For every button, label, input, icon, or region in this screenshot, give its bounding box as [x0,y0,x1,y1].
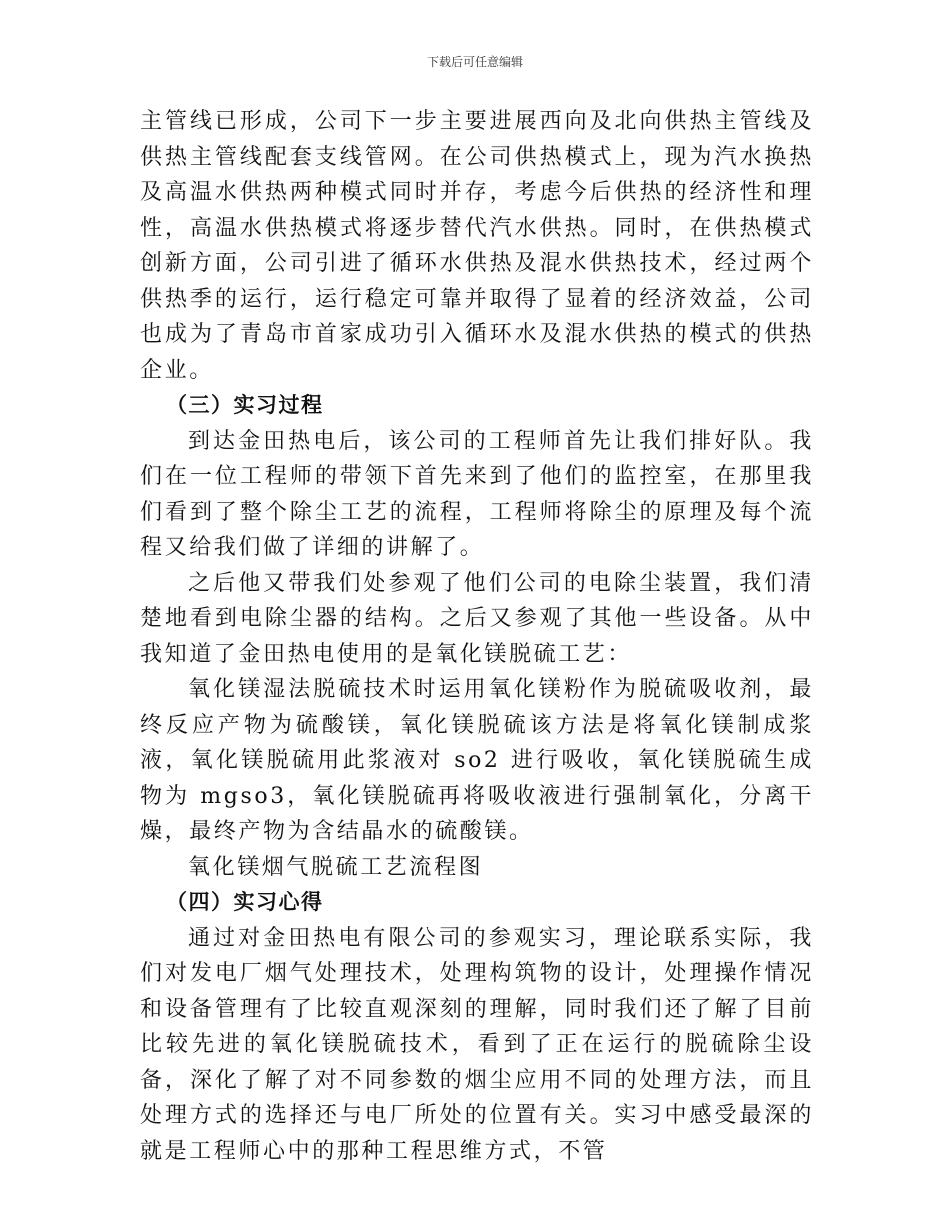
paragraph-reflections: 通过对金田热电有限公司的参观实习，理论联系实际，我们对发电厂烟气处理技术，处理构筑物的设计，处理操作情况和设备管理有了比较直观深刻的理解，同时我们还了解了目前比较先进的氧化镁脱硫技术，看到了正在运行的脱硫除尘设备，深化了解了对不同参数的烟尘应用不同的处理方法，而且处理方式的选择还与电厂所处的位置有关。实习中感受最深的就是工程师心中的那种工程思维方式，不管 [140,925,814,1164]
figure-caption-process-flow: 氧化镁烟气脱硫工艺流程图 [188,854,484,880]
section-heading-internship-process: （三）实习过程 [166,393,324,417]
paragraph-arrival: 到达金田热电后，该公司的工程师首先让我们排好队。我们在一位工程师的带领下首先来到了他们的监控室，在那里我们看到了整个除尘工艺的流程，工程师将除尘的原理及每个流程又给我们做了详细的讲解了。 [140,428,814,560]
document-body [140,104,814,1169]
paragraph-desulfurization-method: 氧化镁湿法脱硫技术时运用氧化镁粉作为脱硫吸收剂，最终反应产物为硫酸镁，氧化镁脱硫该方法是将氧化镁制成浆液，氧化镁脱硫用此浆液对 so2 进行吸收，氧化镁脱硫生成物为 mgso3，氧化镁脱硫再将吸收液进行强制氧化，分离干燥，最终产物为含结晶水的硫酸镁。 [140,677,814,844]
section-heading-internship-reflections: （四）实习心得 [166,890,324,914]
paragraph-heating-network: 主管线已形成，公司下一步主要进展西向及北向供热主管线及供热主管线配套支线管网。在公司供热模式上，现为汽水换热及高温水供热两种模式同时并存，考虑今后供热的经济性和理性，高温水供热模式将逐步替代汽水供热。同时，在供热模式创新方面，公司引进了循环水供热及混水供热技术，经过两个供热季的运行，运行稳定可靠并取得了显着的经济效益，公司也成为了青岛市首家成功引入循环水及混水供热的模式的供热企业。 [140,109,814,383]
page-header: 下载后可任意编辑 [426,55,523,69]
paragraph-electrostatic-precipitator: 之后他又带我们处参观了他们公司的电除尘装置，我们清楚地看到电除尘器的结构。之后又参观了其他一些设备。从中我知道了金田热电使用的是氧化镁脱硫工艺： [140,570,814,667]
